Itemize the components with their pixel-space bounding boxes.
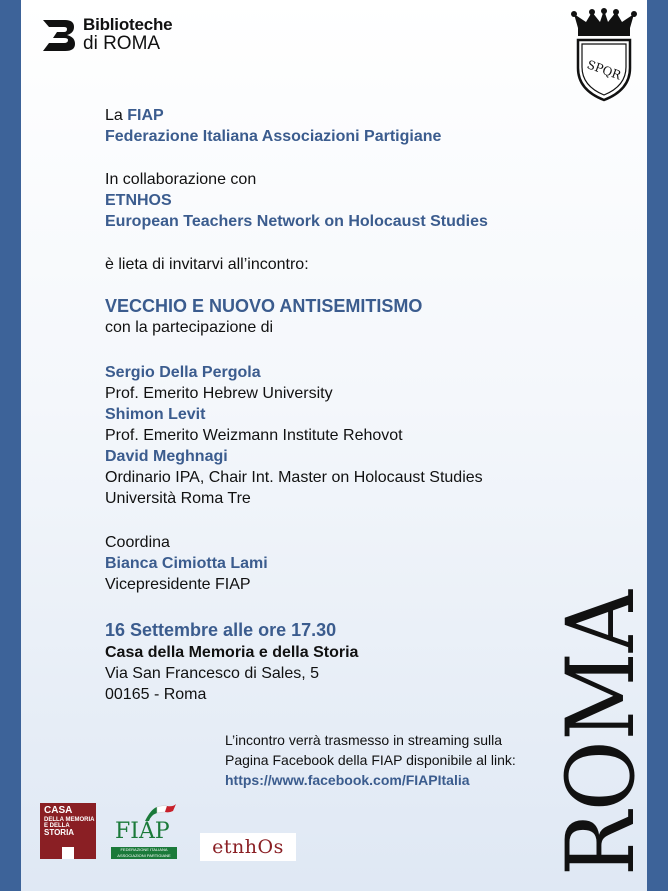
logo-line-1: Biblioteche bbox=[83, 15, 173, 34]
etnhos-logo-text: etnhOs bbox=[212, 836, 284, 858]
roma-vertical-text bbox=[547, 564, 656, 882]
speaker-name: David Meghnagi bbox=[105, 448, 228, 465]
fiap-logo bbox=[109, 803, 179, 861]
casa-logo-line-2: DELLA MEMORIA E DELLA bbox=[44, 817, 95, 829]
speaker-role: Prof. Emerito Hebrew University bbox=[105, 385, 333, 402]
spqr-crest-icon bbox=[570, 10, 638, 102]
biblioteche-di-roma-logo bbox=[39, 16, 172, 53]
speaker-role: Prof. Emerito Weizmann Institute Rehovot bbox=[105, 427, 403, 444]
speaker-name: Sergio Della Pergola bbox=[105, 364, 261, 381]
casa-logo-line-3: STORIA bbox=[44, 828, 75, 837]
etnhos-logo bbox=[200, 833, 296, 861]
event-city: 00165 - Roma bbox=[105, 686, 207, 703]
casa-logo-line-1: CASA bbox=[44, 805, 73, 816]
coordinator-label: Coordina bbox=[105, 534, 170, 551]
casa-door-icon bbox=[62, 847, 74, 859]
coordinator-role: Vicepresidente FIAP bbox=[105, 576, 251, 593]
svg-text:ROMA: ROMA bbox=[547, 564, 656, 876]
event-address: Via San Francesco di Sales, 5 bbox=[105, 665, 320, 682]
speakers-list bbox=[105, 362, 483, 509]
crest-text: SPQR bbox=[585, 57, 623, 83]
fiap-logo-strip: FEDERAZIONE ITALIANA ASSOCIAZIONI PARTIGIANE bbox=[111, 847, 177, 859]
streaming-line-2: Pagina Facebook della FIAP disponibile al link: bbox=[225, 752, 516, 768]
event-details bbox=[105, 618, 358, 705]
participation-text: con la partecipazione di bbox=[105, 319, 274, 336]
coordinator-name: Bianca Cimiotta Lami bbox=[105, 555, 268, 572]
speaker-name: Shimon Levit bbox=[105, 406, 206, 423]
collaboration-intro: In collaborazione con bbox=[105, 171, 257, 188]
collaboration-acronym: ETNHOS bbox=[105, 192, 172, 209]
speaker-role: Ordinario IPA, Chair Int. Master on Holocaust Studies bbox=[105, 469, 483, 486]
invitation-page bbox=[21, 0, 656, 891]
event-venue: Casa della Memoria e della Storia bbox=[105, 644, 359, 661]
invite-text: è lieta di invitarvi all’incontro: bbox=[105, 256, 309, 273]
streaming-line-1: L’incontro verrà trasmesso in streaming sulla bbox=[225, 732, 503, 748]
logo-line-2: di ROMA bbox=[83, 33, 161, 54]
organizer-block bbox=[105, 105, 441, 147]
event-title-block bbox=[105, 295, 422, 338]
organizer-prefix: La bbox=[105, 107, 123, 124]
collaboration-block bbox=[105, 169, 488, 232]
organizer-acronym: FIAP bbox=[127, 107, 164, 124]
collaboration-full-name: European Teachers Network on Holocaust Studies bbox=[105, 213, 488, 230]
biblioteche-logo-icon bbox=[39, 17, 77, 53]
coordinator-block bbox=[105, 532, 268, 595]
event-title: VECCHIO E NUOVO ANTISEMITISMO bbox=[105, 296, 423, 316]
fiap-logo-text: FIAP bbox=[115, 819, 170, 844]
facebook-link[interactable]: https://www.facebook.com/FIAPItalia bbox=[225, 772, 470, 788]
speaker-role-2: Università Roma Tre bbox=[105, 490, 251, 507]
casa-memoria-logo bbox=[40, 803, 96, 859]
streaming-note bbox=[225, 730, 516, 790]
organizer-full-name: Federazione Italiana Associazioni Partigiane bbox=[105, 128, 442, 145]
event-date-time: 16 Settembre alle ore 17.30 bbox=[105, 620, 337, 640]
